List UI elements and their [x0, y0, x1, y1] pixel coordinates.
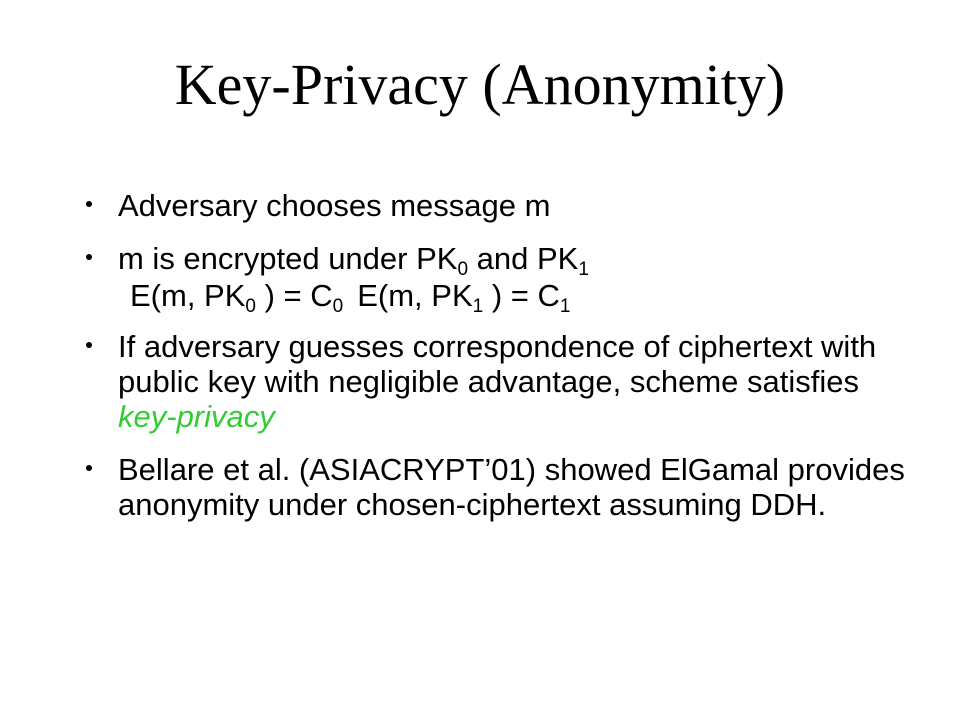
equation-b-mid: ) = C [483, 278, 560, 313]
bullet-text-mid: and PK [468, 241, 579, 276]
bullet-item [86, 241, 906, 280]
slide-body [86, 188, 906, 540]
bullet-dot-icon [86, 254, 92, 260]
subscript: 0 [332, 296, 344, 317]
bullet-text: If adversary guesses correspondence of ciphertext with public key with negligible advantage, scheme satisfies [118, 329, 877, 399]
bullet-text: Bellare et al. (ASIACRYPT’01) showed ElGamal provides anonymity under chosen-ciphertext assuming DDH. [118, 452, 905, 522]
bullet-text-pre: m is encrypted under PK [118, 241, 458, 276]
bullet-dot-icon [86, 201, 92, 207]
subscript: 0 [457, 259, 469, 280]
bullet-text: Adversary chooses message m [118, 188, 551, 223]
bullet-item [86, 188, 906, 223]
slide-title: Key-Privacy (Anonymity) [174, 52, 786, 117]
bullet-dot-icon [86, 465, 92, 471]
subscript: 1 [472, 296, 484, 317]
equation-a-mid: ) = C [255, 278, 333, 313]
subscript: 0 [245, 296, 256, 317]
equation-b-pre: E(m, PK [357, 278, 473, 313]
subscript: 1 [559, 296, 571, 317]
equation-line [86, 278, 906, 317]
equation-a-pre: E(m, PK [130, 278, 246, 313]
subscript: 1 [578, 259, 589, 280]
bullet-item [86, 452, 906, 522]
bullet-item [86, 329, 906, 434]
key-privacy-term: key-privacy [118, 399, 275, 434]
bullet-dot-icon [86, 342, 92, 348]
